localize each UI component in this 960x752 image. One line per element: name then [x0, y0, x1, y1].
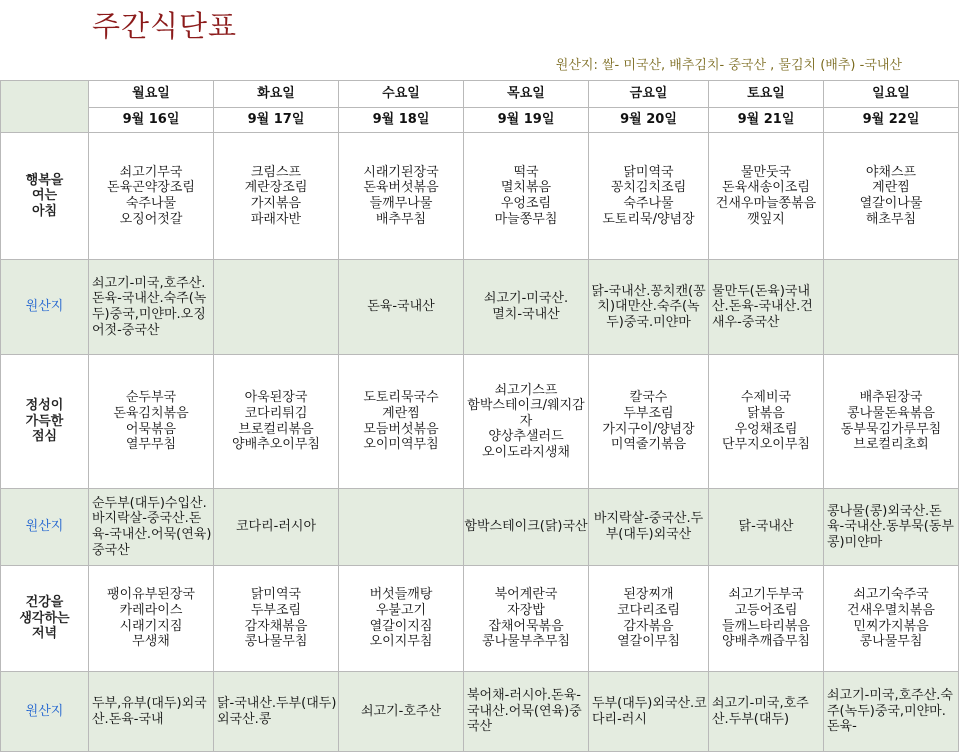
menu-item: 깻잎지: [747, 211, 785, 227]
menu-cell: [464, 355, 589, 489]
dinner-row: [1, 566, 959, 672]
menu-item: 숙주나물: [623, 196, 674, 211]
weekly-menu-table: [0, 80, 959, 752]
menu-item: 돈육곤약장조림: [107, 180, 195, 196]
origin-note: 원산지: 쌀- 미국산, 배추김치- 중국산 , 물김치 (배추) -국내산: [555, 58, 902, 73]
menu-cell: [824, 566, 959, 672]
origin-label: 원산지: [1, 260, 89, 355]
menu-cell: [589, 566, 709, 672]
menu-item: 어묵볶음: [125, 421, 177, 437]
origin-cell: 콩나물(콩)외국산.돈육-국내산.동부묵(동부콩)미얀마: [824, 489, 959, 566]
origin-cell: 순두부(대두)수입산.바지락살-중국산.돈육-국내산.어묵(연육)중국산: [89, 489, 214, 566]
menu-item: 카레라이스: [119, 602, 183, 618]
menu-item: 닭미역국: [623, 164, 674, 180]
menu-cell: [824, 355, 959, 489]
menu-item: 가지구이/양념장: [602, 421, 695, 437]
menu-item: 양상추샐러드: [488, 429, 564, 445]
menu-item: 가지볶음: [250, 196, 302, 211]
breakfast-row: [1, 133, 959, 260]
menu-item: 쇠고기무국: [119, 164, 183, 180]
origin-cell: 쇠고기-미국,호주산.두부(대두): [709, 672, 824, 752]
menu-item: 들깨느타리볶음: [722, 618, 810, 634]
origin-label: 원산지: [1, 672, 89, 752]
dinner-origin-row: [1, 672, 959, 752]
menu-item: 오징어젓갈: [119, 211, 183, 227]
day-header: 금요일: [589, 81, 709, 108]
menu-item: 도토리묵국수: [363, 390, 439, 406]
menu-item: 아욱된장국: [244, 390, 308, 406]
origin-cell: [339, 489, 464, 566]
menu-item: 칼국수: [629, 390, 668, 406]
day-header: 일요일: [824, 81, 959, 108]
menu-item: 열무무침: [125, 437, 177, 453]
menu-item: 양배추깨즙무침: [722, 634, 810, 650]
menu-item: 해초무침: [865, 211, 917, 227]
date-header-row: [1, 108, 959, 133]
menu-item: 우엉채조림: [734, 421, 798, 437]
breakfast-origin-row: [1, 260, 959, 355]
menu-item: 건새우멸치볶음: [847, 602, 935, 618]
origin-cell: 돈육-국내산: [339, 260, 464, 355]
origin-cell: 쇠고기-미국,호주산.돈육-국내산.숙주(녹두)중국,미얀마.오징어젓-중국산: [89, 260, 214, 355]
menu-item: 닭미역국: [250, 587, 302, 603]
day-header: 수요일: [339, 81, 464, 108]
menu-cell: [589, 355, 709, 489]
date-header: 9월 21일: [709, 108, 824, 133]
origin-cell: 두부,유부(대두)외국산.돈육-국내: [89, 672, 214, 752]
menu-cell: [339, 133, 464, 260]
date-header: 9월 22일: [824, 108, 959, 133]
menu-item: 두부조림: [250, 602, 302, 618]
lunch-row: [1, 355, 959, 489]
corner-cell: [1, 81, 89, 133]
menu-item: 감자볶음: [623, 618, 674, 634]
lunch-label: 정성이 가득한 점심: [1, 355, 89, 489]
menu-item: 함박스테이크/웨지감자: [467, 398, 585, 429]
day-header: 목요일: [464, 81, 589, 108]
menu-item: 우엉조림: [500, 196, 552, 211]
menu-item: 무생채: [132, 634, 170, 650]
menu-item: 들깨무나물: [369, 196, 433, 211]
menu-item: 숙주나물: [125, 196, 177, 211]
menu-item: 브로컬리볶음: [238, 421, 314, 437]
menu-item: 자장밥: [507, 602, 545, 618]
menu-item: 멸치볶음: [500, 180, 552, 196]
date-header: 9월 19일: [464, 108, 589, 133]
menu-item: 모듬버섯볶음: [363, 421, 439, 437]
menu-cell: [89, 355, 214, 489]
menu-item: 돈육버섯볶음: [363, 180, 439, 196]
origin-cell: 쇠고기-호주산: [339, 672, 464, 752]
menu-item: 계란찜: [872, 180, 910, 196]
menu-item: 돈육김치볶음: [113, 405, 189, 421]
menu-item: 고등어조림: [734, 602, 798, 618]
menu-cell: [214, 566, 339, 672]
menu-item: 도토리묵/양념장: [602, 211, 695, 227]
origin-cell: [214, 260, 339, 355]
menu-item: 물만둣국: [740, 164, 792, 180]
menu-cell: [709, 355, 824, 489]
menu-item: 콩나물돈육볶음: [847, 405, 935, 421]
origin-cell: 쇠고기-미국,호주산.숙주(녹두)중국,미얀마.돈육-: [824, 672, 959, 752]
origin-cell: 닭-국내산.두부(대두)외국산.콩: [214, 672, 339, 752]
menu-item: 배추무침: [375, 211, 427, 227]
menu-item: 코다리튀김: [244, 405, 308, 421]
menu-item: 계란장조림: [244, 180, 308, 196]
menu-cell: [709, 133, 824, 260]
menu-item: 된장찌개: [623, 587, 674, 603]
menu-item: 수제비국: [740, 390, 792, 406]
menu-cell: [709, 566, 824, 672]
menu-item: 브로컬리초회: [853, 437, 929, 453]
date-header: 9월 18일: [339, 108, 464, 133]
menu-item: 쇠고기스프: [494, 382, 558, 398]
breakfast-label: 행복을 여는 아침: [1, 133, 89, 260]
menu-item: 건새우마늘쫑볶음: [715, 196, 817, 211]
origin-cell: 함박스테이크(닭)국산: [464, 489, 589, 566]
menu-item: 쇠고기두부국: [728, 587, 804, 603]
menu-item: 감자채볶음: [244, 618, 308, 634]
menu-item: 순두부국: [125, 390, 177, 406]
menu-item: 코다리조림: [617, 602, 680, 618]
menu-item: 우불고기: [375, 602, 427, 618]
menu-item: 시래기지짐: [119, 618, 183, 634]
menu-item: 떡국: [513, 164, 539, 180]
menu-item: 동부묵김가루무침: [840, 421, 942, 437]
menu-cell: [89, 133, 214, 260]
menu-item: 버섯들깨탕: [369, 587, 433, 603]
menu-cell: [214, 355, 339, 489]
menu-item: 민찌가지볶음: [853, 618, 929, 634]
origin-cell: 닭-국내산.꽁치캔(꽁치)대만산.숙주(녹두)중국.미얀마: [589, 260, 709, 355]
menu-cell: [339, 566, 464, 672]
dinner-label: 건강을 생각하는 저녁: [1, 566, 89, 672]
day-header: 토요일: [709, 81, 824, 108]
menu-item: 오이도라지생채: [482, 444, 570, 460]
menu-item: 양배추오이무침: [232, 437, 320, 453]
menu-cell: [464, 133, 589, 260]
origin-cell: 닭-국내산: [709, 489, 824, 566]
origin-cell: [824, 260, 959, 355]
menu-item: 콩나물무침: [244, 634, 308, 650]
origin-cell: 코다리-러시아: [214, 489, 339, 566]
menu-cell: [824, 133, 959, 260]
menu-item: 콩나물무침: [859, 634, 923, 650]
menu-item: 배추된장국: [859, 390, 923, 406]
date-header: 9월 16일: [89, 108, 214, 133]
menu-item: 계란찜: [382, 405, 420, 421]
menu-item: 돈육새송이조림: [722, 180, 810, 196]
origin-cell: 두부(대두)외국산.코다리-러시: [589, 672, 709, 752]
menu-item: 닭볶음: [747, 405, 785, 421]
menu-item: 단무지오이무침: [722, 437, 810, 453]
menu-cell: [89, 566, 214, 672]
menu-cell: [214, 133, 339, 260]
menu-item: 크림스프: [250, 164, 302, 180]
menu-item: 야채스프: [865, 164, 917, 180]
menu-item: 열갈이나물: [859, 196, 923, 211]
menu-item: 오이지무침: [369, 634, 433, 650]
day-header: 월요일: [89, 81, 214, 108]
menu-item: 꽁치김치조림: [610, 180, 687, 196]
menu-cell: [589, 133, 709, 260]
menu-item: 두부조림: [623, 405, 674, 421]
origin-cell: 물만두(돈육)국내산.돈육-국내산.건새우-중국산: [709, 260, 824, 355]
menu-item: 마늘쫑무침: [494, 211, 558, 227]
menu-item: 열갈이무침: [617, 634, 680, 650]
origin-cell: 북어채-러시아.돈육-국내산.어묵(연육)중국산: [464, 672, 589, 752]
origin-cell: 바지락살-중국산.두부(대두)외국산: [589, 489, 709, 566]
menu-cell: [339, 355, 464, 489]
menu-item: 팽이유부된장국: [107, 587, 195, 603]
menu-item: 파래자반: [250, 211, 302, 227]
menu-item: 열갈이지짐: [369, 618, 433, 634]
menu-item: 시래기된장국: [363, 164, 439, 180]
menu-item: 미역줄기볶음: [610, 437, 687, 453]
menu-cell: [464, 566, 589, 672]
menu-item: 콩나물부추무침: [482, 634, 570, 650]
page-title: 주간식단표: [92, 9, 238, 43]
day-header-row: [1, 81, 959, 108]
date-header: 9월 17일: [214, 108, 339, 133]
menu-item: 오이미역무침: [363, 437, 439, 453]
origin-cell: 쇠고기-미국산. 멸치-국내산: [464, 260, 589, 355]
menu-item: 잡채어묵볶음: [488, 618, 564, 634]
date-header: 9월 20일: [589, 108, 709, 133]
day-header: 화요일: [214, 81, 339, 108]
lunch-origin-row: [1, 489, 959, 566]
menu-item: 북어계란국: [494, 587, 558, 603]
menu-item: 쇠고기숙주국: [853, 587, 929, 603]
origin-label: 원산지: [1, 489, 89, 566]
